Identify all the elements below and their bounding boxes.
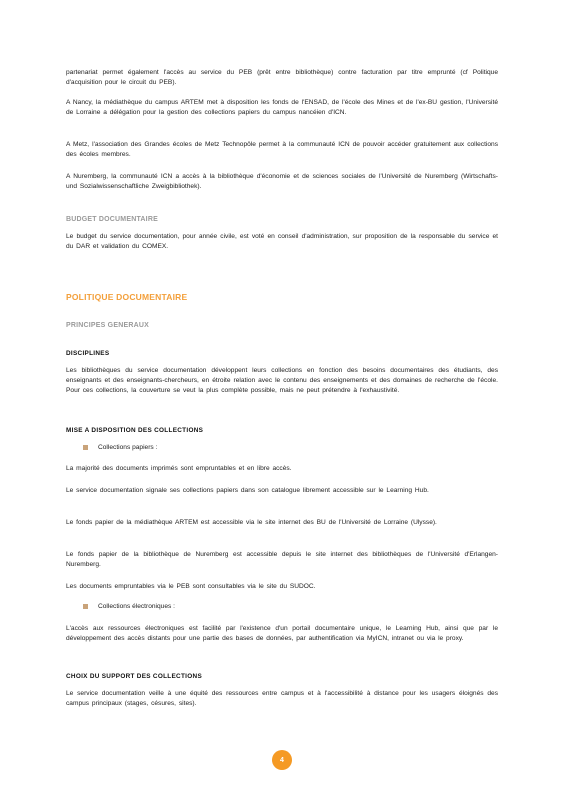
- papiers-paragraph-3: Le fonds papier de la médiathèque ARTEM est accessible via le site internet des BU de l'Université de Lorraine (Ulysse).: [66, 519, 437, 526]
- papiers-paragraph-1: La majorité des documents imprimés sont empruntables et en libre accès.: [66, 465, 292, 472]
- disciplines-heading: DISCIPLINES: [66, 350, 110, 357]
- intro-paragraph-nuremberg: A Nuremberg, la communauté ICN a accès à la bibliothèque d'économie et de sciences sociales de l'Université de Nuremberg (Wirtschafts- und Sozialwissenschaftliche Zweigbibliothek).: [66, 173, 498, 190]
- page-number-badge: 4: [272, 750, 292, 770]
- intro-paragraph-nancy: A Nancy, la médiathèque du campus ARTEM met à disposition les fonds de l'ENSAD, de l'école des Mines et de l'ex-BU gestion, l'Université de Lorraine a délégation pour la gestion des collections papiers du campus nancéien d'ICN.: [66, 99, 498, 116]
- bullet-collections-electroniques: [66, 603, 498, 610]
- mise-heading: MISE A DISPOSITION DES COLLECTIONS: [66, 427, 204, 434]
- intro-paragraph-peb: partenariat permet également l'accès au service du PEB (prêt entre bibliothèque) contre facturation par titre emprunté (cf Politique d'acquisition pour le circuit du PEB).: [66, 69, 498, 86]
- principes-heading: PRINCIPES GENERAUX: [66, 322, 149, 329]
- papiers-paragraph-5: Les documents empruntables via le PEB sont consultables via le site du SUDOC.: [66, 583, 316, 590]
- bullet-label: Collections papiers :: [98, 444, 158, 451]
- bullet-square-icon: [83, 445, 88, 450]
- bullet-label: Collections électroniques :: [98, 603, 175, 610]
- intro-paragraph-metz: A Metz, l'association des Grandes écoles de Metz Technopôle permet à la communauté ICN de pouvoir accéder gratuitement aux collections des écoles membres.: [66, 141, 498, 158]
- budget-heading: BUDGET DOCUMENTAIRE: [66, 216, 158, 223]
- disciplines-paragraph: Les bibliothèques du service documentation développent leurs collections en fonction des besoins documentaires des étudiants, des enseignants et des enseignants-chercheurs, en étroite relation avec le contenu des enseignements et des domaines de recherche de l'école. Pour ces collections, la couverture se veut la plus complète possible, mais ne peut prétendre à l'exhaustivité.: [66, 367, 498, 394]
- choix-heading: CHOIX DU SUPPORT DES COLLECTIONS: [66, 673, 203, 680]
- politique-heading: POLITIQUE DOCUMENTAIRE: [66, 292, 188, 302]
- papiers-paragraph-4: Le fonds papier de la bibliothèque de Nuremberg est accessible depuis le site internet des bibliothèques de l'Université d'Erlangen-Nuremberg.: [66, 551, 498, 568]
- bullet-square-icon: [83, 604, 88, 609]
- budget-paragraph: Le budget du service documentation, pour année civile, est voté en conseil d'administration, sur proposition de la responsable du service et du DAR et validation du COMEX.: [66, 233, 498, 250]
- papiers-paragraph-2: Le service documentation signale ses collections papiers dans son catalogue librement accessible sur le Learning Hub.: [66, 487, 429, 494]
- choix-paragraph: Le service documentation veille à une équité des ressources entre campus et à l'accessibilité à distance pour les usagers éloignés des campus principaux (stages, césures, sites).: [66, 690, 498, 707]
- bullet-collections-papiers: [66, 444, 498, 451]
- electroniques-paragraph: L'accès aux ressources électroniques est facilité par l'existence d'un portail documentaire unique, le Learning Hub, ainsi que par le développement des accès distants pour une partie des bases de données, par authentification via MyICN, intranet ou via le proxy.: [66, 625, 498, 642]
